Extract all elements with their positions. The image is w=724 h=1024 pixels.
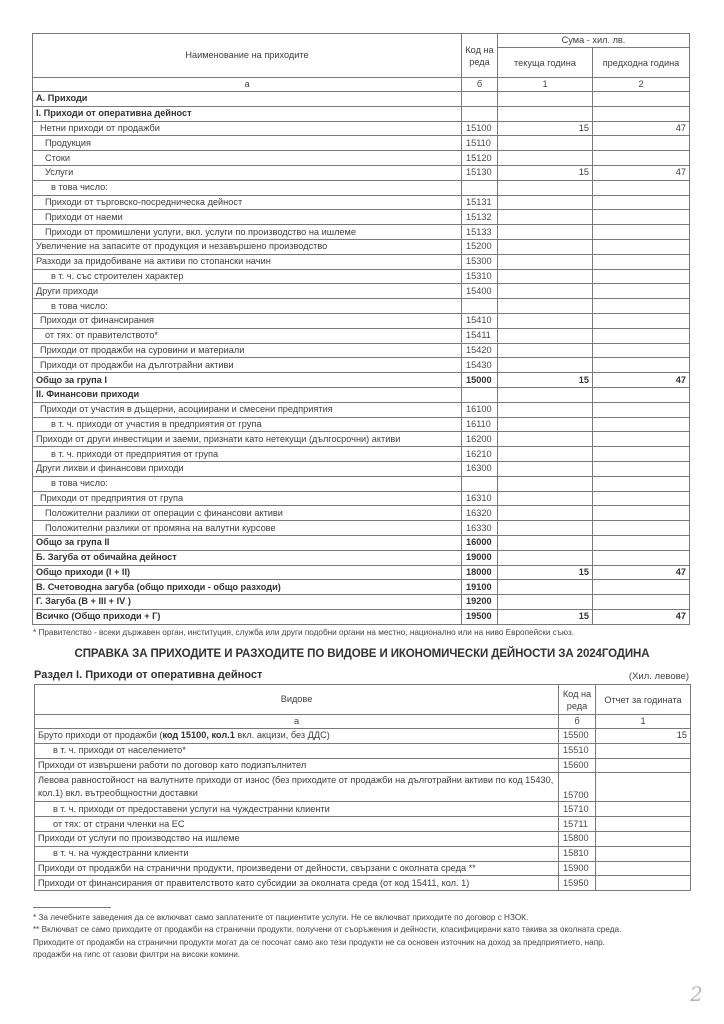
row-label-part: Приходи от услуги по производство на ишлеме: [38, 833, 240, 844]
current-year-value: [498, 535, 593, 550]
operating-income-table: [34, 684, 691, 891]
row-code: 15410: [462, 313, 498, 328]
current-year-value: [498, 328, 593, 343]
row-label-part: в т. ч. приходи от населението*: [53, 745, 186, 756]
current-year-value: [498, 506, 593, 521]
row-label: Б. Загуба от обичайна дейност: [33, 550, 462, 565]
table-row: [33, 417, 690, 432]
footnotes: [33, 912, 708, 961]
current-year-value: [498, 491, 593, 506]
current-year-value: 15: [498, 121, 593, 136]
table-row: [33, 343, 690, 358]
row-label: [35, 729, 559, 744]
row-label: [35, 743, 559, 758]
previous-year-value: [593, 550, 690, 565]
row-code: 15132: [462, 210, 498, 225]
footnote-divider: [33, 907, 111, 908]
row-label: [35, 773, 559, 802]
previous-year-value: [593, 595, 690, 610]
column-header-year-report: Отчет за годината: [596, 685, 691, 715]
table-row: [33, 535, 690, 550]
row-label: I. Приходи от оперативна дейност: [33, 106, 462, 121]
row-label: [35, 846, 559, 861]
table-row: [35, 846, 691, 861]
row-code: 16000: [462, 535, 498, 550]
previous-year-value: [593, 136, 690, 151]
row-label-part: код 15100, кол.1: [162, 730, 235, 741]
table-row: [33, 284, 690, 299]
previous-year-value: [593, 180, 690, 195]
current-year-value: [498, 239, 593, 254]
row-code: 15131: [462, 195, 498, 210]
year-report-value: [596, 743, 691, 758]
table-row: [33, 210, 690, 225]
table-row: [33, 136, 690, 151]
column-header-types: Видове: [35, 685, 559, 715]
table-row: [35, 831, 691, 846]
table-row: [33, 521, 690, 536]
row-label: Увеличение на запасите от продукция и незавършено производство: [33, 239, 462, 254]
row-label: Разходи за придобиване на активи по стопански начин: [33, 254, 462, 269]
table-row: [35, 802, 691, 817]
government-footnote: * Правителство - всеки държавен орган, институция, служба или други подобни органи на местно, национално или на ниво Европейски съюз.: [33, 628, 575, 637]
row-code: 19200: [462, 595, 498, 610]
row-label: Общо приходи (I + II): [33, 565, 462, 580]
previous-year-value: [593, 476, 690, 491]
table-row: [33, 476, 690, 491]
row-label: В. Счетоводна загуба (общо приходи - общо разходи): [33, 580, 462, 595]
current-year-value: [498, 195, 593, 210]
row-code: 15100: [462, 121, 498, 136]
table-row: [33, 225, 690, 240]
row-code: 16330: [462, 521, 498, 536]
current-year-value: [498, 136, 593, 151]
table-row: [33, 165, 690, 180]
current-year-value: 15: [498, 609, 593, 624]
row-code: 15711: [559, 817, 596, 832]
current-year-value: [498, 210, 593, 225]
row-label: в това число:: [33, 476, 462, 491]
row-label-part: вкл. акцизи, без ДДС): [234, 730, 330, 741]
current-year-value: [498, 461, 593, 476]
table-row: [33, 299, 690, 314]
current-year-value: [498, 269, 593, 284]
row-label: [35, 802, 559, 817]
table-row: [33, 239, 690, 254]
column-header-previous-year: предходна година: [593, 48, 690, 78]
index-1: 1: [596, 715, 691, 729]
previous-year-value: [593, 151, 690, 166]
table-row: [33, 461, 690, 476]
previous-year-value: [593, 284, 690, 299]
row-label: Приходи от продажби на дълготрайни активи: [33, 358, 462, 373]
row-code: [462, 387, 498, 402]
row-code: 15600: [559, 758, 596, 773]
table-row: [33, 269, 690, 284]
index-b: б: [559, 715, 596, 729]
previous-year-value: [593, 447, 690, 462]
row-code: 15300: [462, 254, 498, 269]
index-b: б: [462, 78, 498, 92]
row-label: [35, 831, 559, 846]
previous-year-value: 47: [593, 565, 690, 580]
row-code: 16310: [462, 491, 498, 506]
row-label-part: от тях: от страни членки на ЕС: [53, 818, 185, 829]
row-label: Стоки: [33, 151, 462, 166]
previous-year-value: [593, 461, 690, 476]
table-row: [33, 506, 690, 521]
year-report-value: [596, 817, 691, 832]
row-label: А. Приходи: [33, 92, 462, 107]
row-label: Общо за група I: [33, 373, 462, 388]
row-code: 15411: [462, 328, 498, 343]
previous-year-value: [593, 580, 690, 595]
table-row: [33, 402, 690, 417]
row-code: 15000: [462, 373, 498, 388]
year-report-value: [596, 773, 691, 802]
index-2: 2: [593, 78, 690, 92]
row-label: Приходи от продажби на суровини и материали: [33, 343, 462, 358]
row-code: 16200: [462, 432, 498, 447]
row-label-part: Приходи от финансирания от правителството като субсидии за околната среда (от код 15411, кол. 1): [38, 877, 470, 888]
row-code: 16320: [462, 506, 498, 521]
current-year-value: [498, 580, 593, 595]
income-table: [32, 33, 690, 625]
page-number: 2: [690, 982, 703, 1006]
table-row: [33, 580, 690, 595]
previous-year-value: [593, 195, 690, 210]
table-row: [33, 328, 690, 343]
current-year-value: [498, 284, 593, 299]
row-code: 18000: [462, 565, 498, 580]
current-year-value: [498, 595, 593, 610]
current-year-value: [498, 151, 593, 166]
table-row: [33, 195, 690, 210]
table-row: [35, 876, 691, 891]
previous-year-value: [593, 269, 690, 284]
previous-year-value: [593, 358, 690, 373]
current-year-value: [498, 343, 593, 358]
row-label: в т. ч. със строителен характер: [33, 269, 462, 284]
table-row: [35, 773, 691, 802]
table-row: [33, 180, 690, 195]
previous-year-value: [593, 417, 690, 432]
previous-year-value: [593, 535, 690, 550]
row-label: [35, 817, 559, 832]
previous-year-value: [593, 506, 690, 521]
row-code: 16110: [462, 417, 498, 432]
row-label: Продукция: [33, 136, 462, 151]
column-header-code: Код на реда: [559, 685, 596, 715]
table-row: [33, 151, 690, 166]
row-label: Приходи от предприятия от група: [33, 491, 462, 506]
current-year-value: [498, 299, 593, 314]
row-label: Приходи от търговско-посредническа дейност: [33, 195, 462, 210]
units-label: (Хил. левове): [628, 671, 689, 682]
year-report-value: [596, 831, 691, 846]
previous-year-value: [593, 239, 690, 254]
row-label-part: Бруто приходи от продажби (: [38, 730, 163, 741]
column-header-name: Наименование на приходите: [33, 34, 462, 78]
table-row: [35, 743, 691, 758]
row-label-part: Левова равностойност на валутните приходи от износ (без приходите от продажби на дълготрайни активи по код 15430, кол.1) вкл. вътреобщностни доставки: [38, 775, 554, 799]
row-code: [462, 476, 498, 491]
row-label: Приходи от други инвестиции и заеми, признати като нетекущи (дългосрочни) активи: [33, 432, 462, 447]
row-label: в това число:: [33, 299, 462, 314]
previous-year-value: [593, 106, 690, 121]
year-report-value: [596, 846, 691, 861]
row-label: Други приходи: [33, 284, 462, 299]
current-year-value: [498, 254, 593, 269]
row-code: [462, 106, 498, 121]
row-label: II. Финансови приходи: [33, 387, 462, 402]
current-year-value: [498, 447, 593, 462]
current-year-value: [498, 180, 593, 195]
column-header-current-year: текуща година: [498, 48, 593, 78]
row-code: 15430: [462, 358, 498, 373]
row-code: 15200: [462, 239, 498, 254]
footnote-1: * За лечебните заведения да се включват само заплатените от пациентите услуги. Не се включват приходите по договор с НЗОК.: [33, 913, 529, 922]
row-label: [35, 876, 559, 891]
current-year-value: [498, 417, 593, 432]
section-title: Раздел I. Приходи от оперативна дейност: [34, 669, 263, 681]
previous-year-value: [593, 402, 690, 417]
row-label: в това число:: [33, 180, 462, 195]
previous-year-value: 47: [593, 121, 690, 136]
row-code: 15120: [462, 151, 498, 166]
previous-year-value: [593, 299, 690, 314]
row-label: [35, 758, 559, 773]
current-year-value: [498, 476, 593, 491]
table-row: [33, 447, 690, 462]
current-year-value: [498, 92, 593, 107]
footnote-2: ** Включват се само приходите от продажби на странични продукти, получени от съоръжения и дейности, класифицирани като такива за околната среда.: [33, 925, 622, 935]
row-label: Положителни разлики от промяна на валутни курсове: [33, 521, 462, 536]
row-label-part: Приходи от продажби на странични продукти, произведени от дейности, свързани с околната среда **: [38, 862, 476, 873]
row-label: Нетни приходи от продажби: [33, 121, 462, 136]
table-row: [33, 121, 690, 136]
row-code: 15700: [559, 773, 596, 802]
table-row: [35, 758, 691, 773]
row-label: Приходи от участия в дъщерни, асоциирани и смесени предприятия: [33, 402, 462, 417]
row-code: 15950: [559, 876, 596, 891]
table-row: [33, 92, 690, 107]
row-code: 19100: [462, 580, 498, 595]
year-report-value: [596, 802, 691, 817]
previous-year-value: [593, 254, 690, 269]
row-code: 15310: [462, 269, 498, 284]
row-code: 15810: [559, 846, 596, 861]
previous-year-value: 47: [593, 165, 690, 180]
row-code: 15133: [462, 225, 498, 240]
row-code: [462, 92, 498, 107]
row-label: Всичко (Общо приходи + Г): [33, 609, 462, 624]
row-label: в т. ч. приходи от участия в предприятия от група: [33, 417, 462, 432]
footnote-3: Приходите от продажби на странични продукти могат да се посочат само ако тези продукти не са основен източник на доход за предприятието, напр.: [33, 937, 605, 947]
row-label: Услуги: [33, 165, 462, 180]
table-row: [35, 817, 691, 832]
column-header-sum-group: Сума - хил. лв.: [498, 34, 690, 48]
current-year-value: [498, 432, 593, 447]
year-report-value: [596, 861, 691, 876]
footnote-4: продажби на гипс от газови филтри на високи комини.: [33, 949, 241, 959]
current-year-value: [498, 313, 593, 328]
row-code: 16300: [462, 461, 498, 476]
index-a: а: [35, 715, 559, 729]
previous-year-value: [593, 210, 690, 225]
previous-year-value: [593, 92, 690, 107]
table-row: [33, 313, 690, 328]
current-year-value: [498, 358, 593, 373]
year-report-value: [596, 758, 691, 773]
previous-year-value: [593, 432, 690, 447]
row-code: 19000: [462, 550, 498, 565]
current-year-value: 15: [498, 165, 593, 180]
previous-year-value: [593, 343, 690, 358]
previous-year-value: 47: [593, 373, 690, 388]
row-code: 15110: [462, 136, 498, 151]
row-code: 15710: [559, 802, 596, 817]
row-label: Приходи от наеми: [33, 210, 462, 225]
row-label: Общо за група II: [33, 535, 462, 550]
row-label-part: Приходи от извършени работи по договор като подизпълнител: [38, 759, 307, 770]
row-code: [462, 299, 498, 314]
row-label: Г. Загуба (В + III + IV ): [33, 595, 462, 610]
row-code: 19500: [462, 609, 498, 624]
row-label: Приходи от промишлени услуги, вкл. услуги по производство на ишлеме: [33, 225, 462, 240]
current-year-value: 15: [498, 373, 593, 388]
row-code: 15420: [462, 343, 498, 358]
table-row: [33, 373, 690, 388]
index-a: а: [33, 78, 462, 92]
row-label: от тях: от правителството*: [33, 328, 462, 343]
row-label: Положителни разлики от операции с финансови активи: [33, 506, 462, 521]
column-index-row: [35, 715, 691, 729]
table-row: [35, 861, 691, 876]
year-report-value: 15: [596, 729, 691, 744]
current-year-value: [498, 402, 593, 417]
previous-year-value: 47: [593, 609, 690, 624]
row-label: Приходи от финансирания: [33, 313, 462, 328]
current-year-value: 15: [498, 565, 593, 580]
row-label-part: в т. ч. приходи от предоставени услуги на чуждестранни клиенти: [53, 803, 330, 814]
table-row: [33, 565, 690, 580]
current-year-value: [498, 521, 593, 536]
column-header-code: Код на реда: [462, 34, 498, 78]
row-code: 15400: [462, 284, 498, 299]
current-year-value: [498, 106, 593, 121]
table-row: [33, 432, 690, 447]
previous-year-value: [593, 521, 690, 536]
table-row: [35, 729, 691, 744]
row-label: [35, 861, 559, 876]
row-label: в т. ч. приходи от предприятия от група: [33, 447, 462, 462]
table-row: [33, 595, 690, 610]
row-code: [462, 180, 498, 195]
table-row: [33, 609, 690, 624]
table-row: [33, 106, 690, 121]
row-code: 16210: [462, 447, 498, 462]
table-row: [33, 254, 690, 269]
table-row: [33, 491, 690, 506]
index-1: 1: [498, 78, 593, 92]
row-code: 15900: [559, 861, 596, 876]
previous-year-value: [593, 313, 690, 328]
column-index-row: [33, 78, 690, 92]
row-code: 15500: [559, 729, 596, 744]
year-report-value: [596, 876, 691, 891]
row-code: 16100: [462, 402, 498, 417]
report-title: СПРАВКА ЗА ПРИХОДИТЕ И РАЗХОДИТЕ ПО ВИДОВЕ И ИКОНОМИЧЕСКИ ДЕЙНОСТИ ЗА 2024ГОДИНА: [74, 648, 650, 660]
table-row: [33, 387, 690, 402]
current-year-value: [498, 550, 593, 565]
table-row: [33, 358, 690, 373]
previous-year-value: [593, 491, 690, 506]
row-code: 15800: [559, 831, 596, 846]
row-code: 15130: [462, 165, 498, 180]
current-year-value: [498, 225, 593, 240]
previous-year-value: [593, 328, 690, 343]
current-year-value: [498, 387, 593, 402]
previous-year-value: [593, 387, 690, 402]
table-row: [33, 550, 690, 565]
previous-year-value: [593, 225, 690, 240]
row-label-part: в т. ч. на чуждестранни клиенти: [53, 848, 189, 859]
row-label: Други лихви и финансови приходи: [33, 461, 462, 476]
row-code: 15510: [559, 743, 596, 758]
